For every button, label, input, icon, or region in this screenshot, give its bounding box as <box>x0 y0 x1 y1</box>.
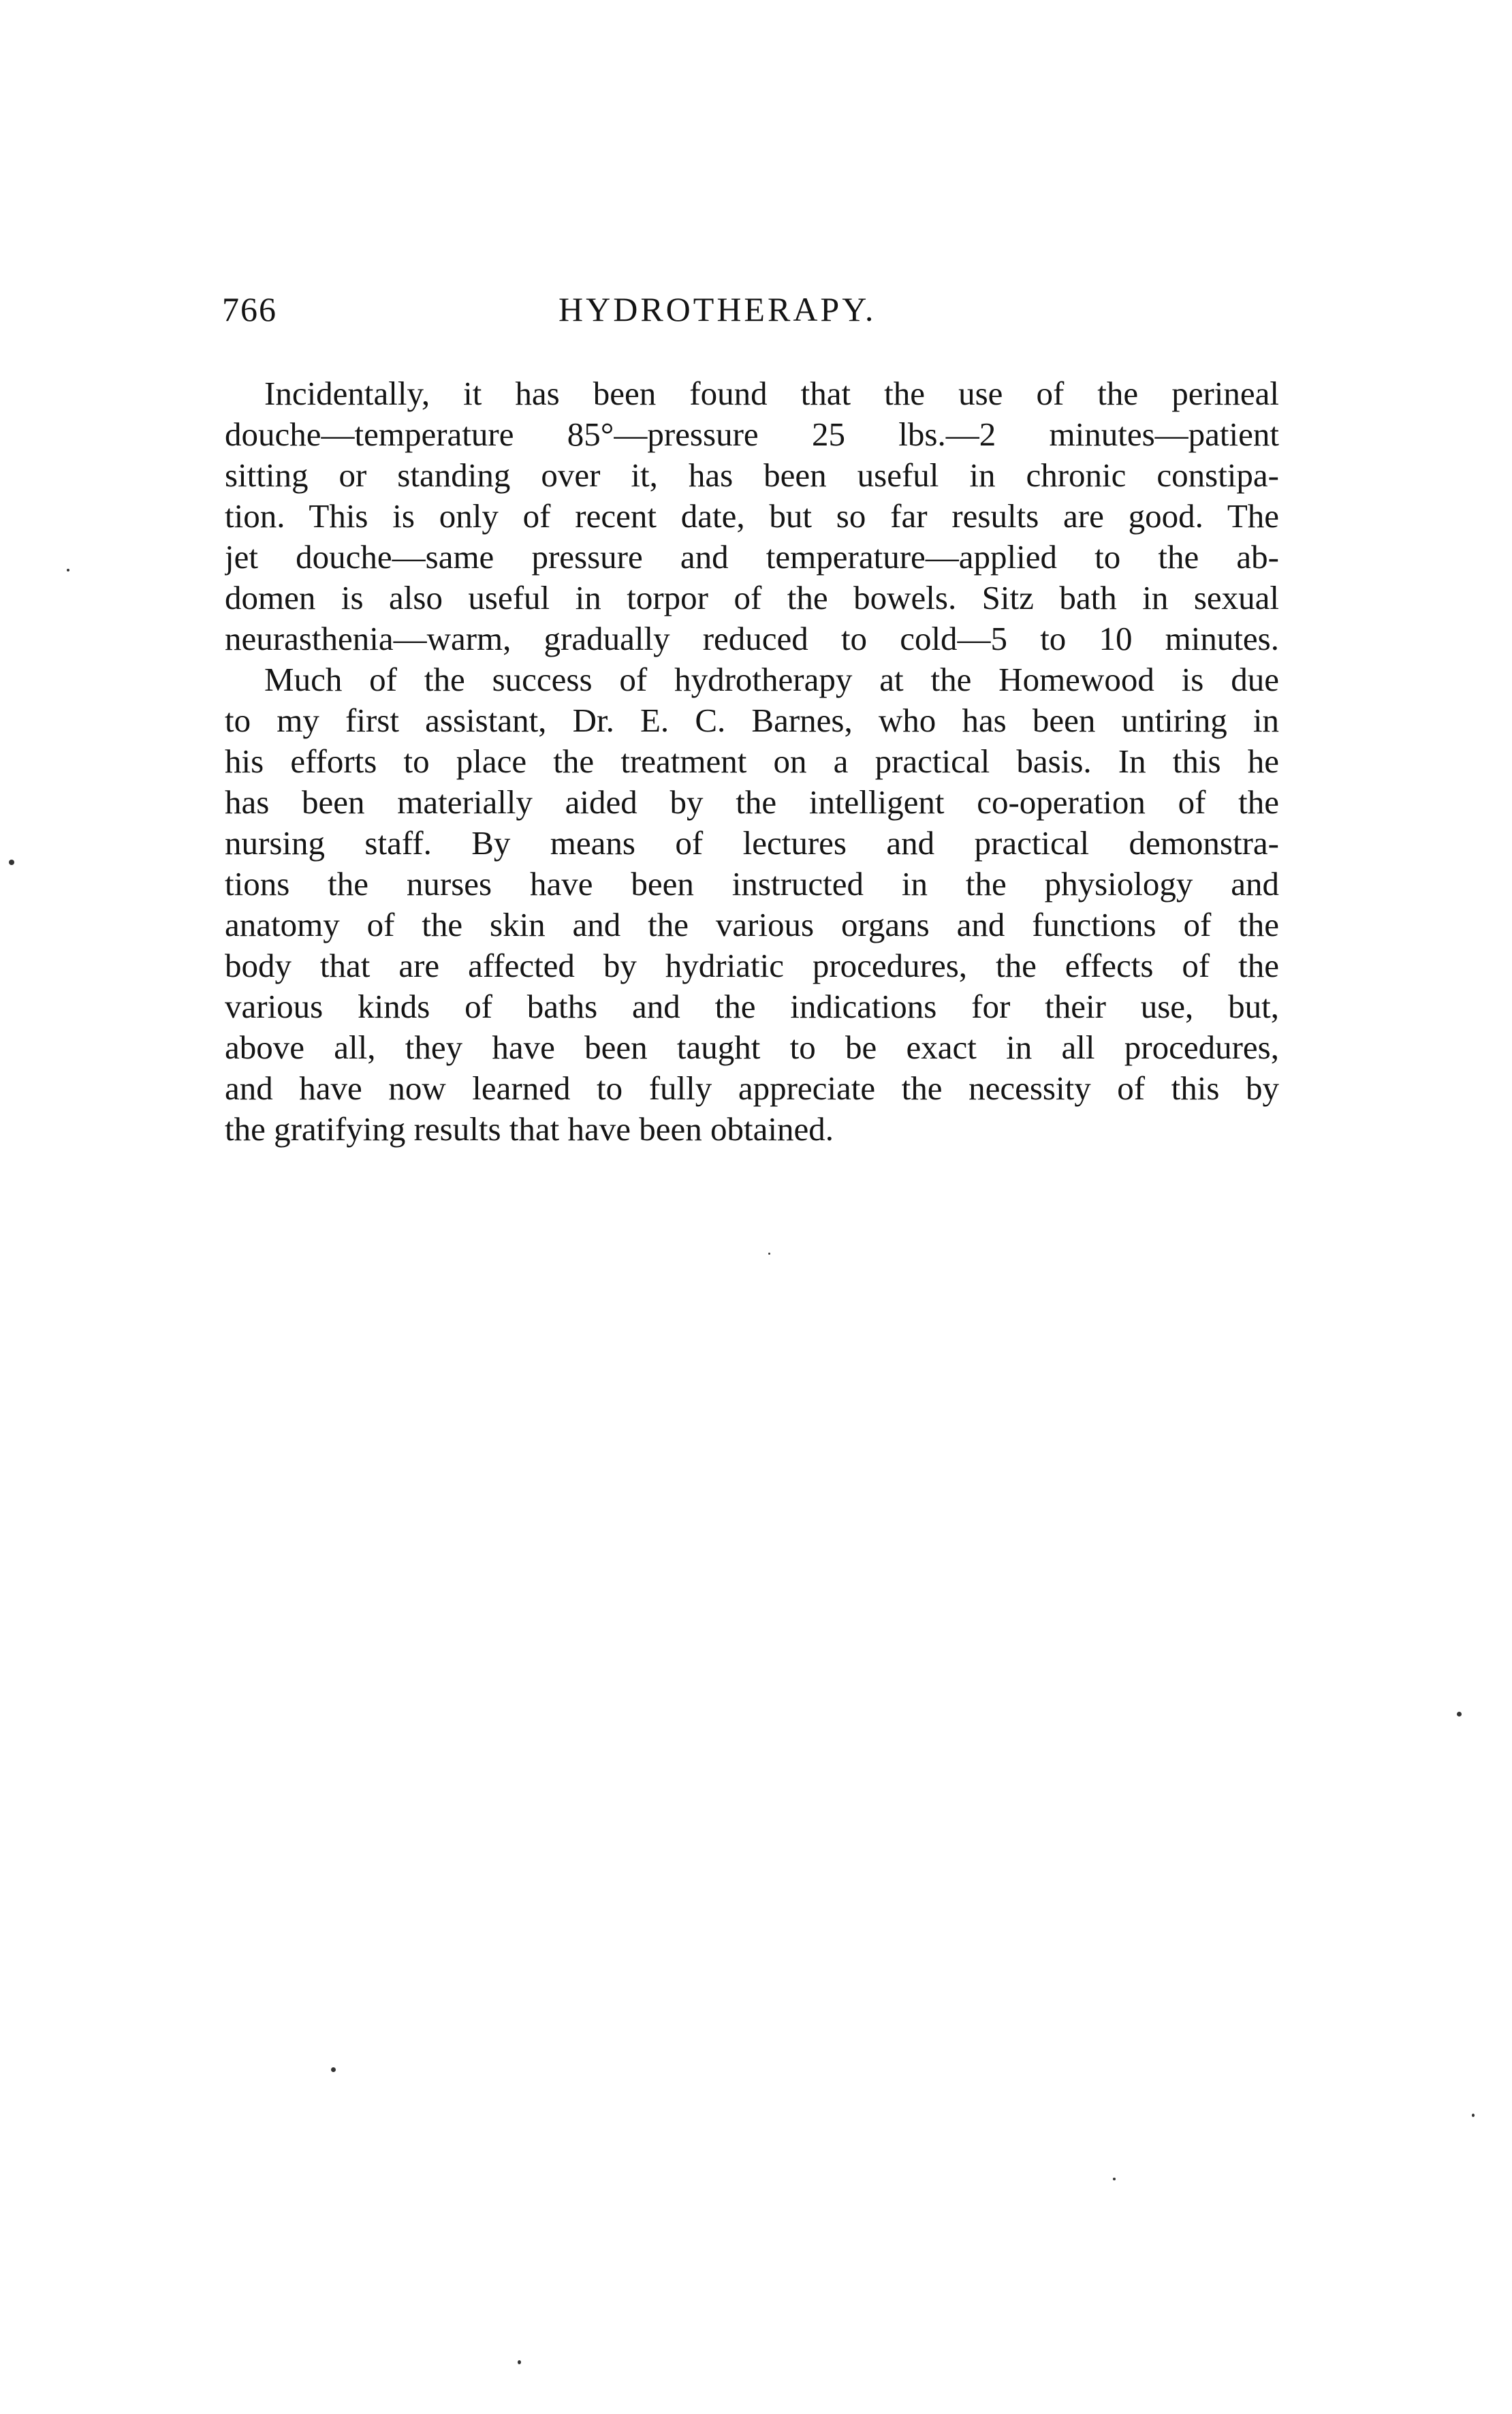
scan-speck <box>518 2360 521 2364</box>
text-line: various kinds of baths and the indications for their use, but, <box>225 988 1279 1025</box>
text-line: body that are affected by hydriatic procedures, the effects of the <box>225 947 1279 984</box>
text-line: nursing staff. By means of lectures and practical demonstra- <box>225 824 1279 862</box>
scan-speck <box>331 2067 336 2072</box>
text-line: sitting or standing over it, has been useful in chronic constipa- <box>225 456 1279 494</box>
paragraph-perineal-douche <box>225 373 1279 659</box>
text-line: to my first assistant, Dr. E. C. Barnes, who has been untiring in <box>225 702 1279 739</box>
text-line: Much of the success of hydrotherapy at the Homewood is due <box>264 661 1279 698</box>
scan-speck <box>9 860 14 865</box>
running-title: HYDROTHERAPY. <box>558 290 877 328</box>
text-line: neurasthenia—warm, gradually reduced to cold—5 to 10 minutes. <box>225 620 1279 657</box>
text-line: tion. This is only of recent date, but so far results are good. The <box>225 497 1279 535</box>
scan-speck <box>768 1253 770 1255</box>
text-line: douche—temperature 85°—pressure 25 lbs.—2 minutes—patient <box>225 416 1279 453</box>
text-line: Incidentally, it has been found that the use of the perineal <box>264 375 1279 412</box>
running-head <box>222 289 1279 337</box>
text-line: jet douche—same pressure and temperature—applied to the ab- <box>225 538 1279 576</box>
scan-speck <box>1457 1712 1462 1717</box>
scan-speck <box>1472 2114 1475 2117</box>
text-line: domen is also useful in torpor of the bowels. Sitz bath in sexual <box>225 579 1279 616</box>
text-line: tions the nurses have been instructed in the physiology and <box>225 865 1279 903</box>
text-line: has been materially aided by the intelligent co-operation of the <box>225 783 1279 821</box>
body-text <box>225 373 1279 1150</box>
text-line: and have now learned to fully appreciate the necessity of this by <box>225 1069 1279 1107</box>
text-line: the gratifying results that have been obtained. <box>225 1110 834 1148</box>
scan-speck <box>67 569 69 571</box>
page-number: 766 <box>222 290 277 328</box>
paragraph-homewood-success <box>225 659 1279 1150</box>
text-line: above all, they have been taught to be exact in all procedures, <box>225 1029 1279 1066</box>
text-line: his efforts to place the treatment on a practical basis. In this he <box>225 742 1279 780</box>
scan-speck <box>1113 2178 1116 2180</box>
text-line: anatomy of the skin and the various organs and functions of the <box>225 906 1279 943</box>
